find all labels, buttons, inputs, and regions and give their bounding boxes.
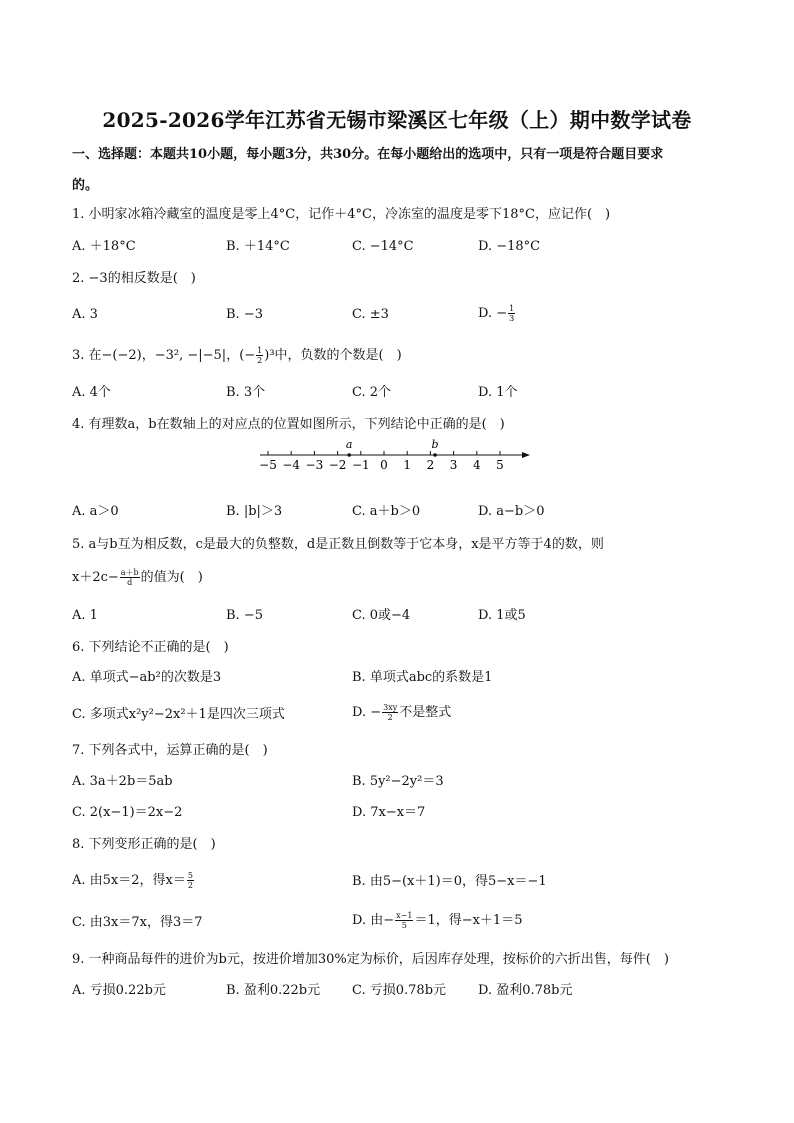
number-line-tick-label: 3 bbox=[449, 458, 458, 472]
question-4-option-b: B. |b|＞3 bbox=[226, 504, 283, 519]
question-8-option-a bbox=[72, 871, 195, 890]
question-8-stem: 8. 下列变形正确的是( ) bbox=[72, 837, 216, 852]
question-5-option-a: A. 1 bbox=[72, 608, 98, 623]
fraction-numerator: a＋b bbox=[120, 568, 139, 577]
fraction-denominator: 2 bbox=[387, 713, 393, 722]
fraction bbox=[395, 911, 413, 930]
question-5-option-c: C. 0或−4 bbox=[352, 608, 411, 623]
fraction-denominator: 5 bbox=[401, 921, 407, 930]
question-9-stem: 9. 一种商品每件的进价为b元，按进价增加30%定为标价，后因库存处理，按标价的六折出售，每件( ) bbox=[72, 952, 669, 967]
stem-part: x＋2c− bbox=[72, 570, 119, 585]
question-6-option-b: B. 单项式abc的系数是1 bbox=[352, 670, 493, 685]
question-8-option-c: C. 由3x＝7x，得3＝7 bbox=[72, 915, 203, 930]
fraction bbox=[382, 703, 398, 722]
number-line-tick-label: 1 bbox=[403, 458, 412, 472]
question-2-stem: 2. −3的相反数是( ) bbox=[72, 271, 196, 286]
question-6-option-d bbox=[352, 703, 451, 722]
fraction-numerator: 1 bbox=[509, 304, 515, 313]
fraction-denominator: d bbox=[127, 578, 133, 587]
number-line-tick-label: 2 bbox=[426, 458, 435, 472]
question-4-stem: 4. 有理数a，b在数轴上的对应点的位置如图所示，下列结论中正确的是( ) bbox=[72, 417, 505, 432]
question-6-stem: 6. 下列结论不正确的是( ) bbox=[72, 640, 229, 655]
fraction-numerator: 3xy bbox=[383, 703, 398, 712]
option-d-prefix: D. − bbox=[478, 306, 508, 321]
number-line-tick-label: −2 bbox=[328, 458, 347, 472]
question-8-option-d bbox=[352, 911, 522, 930]
question-3-stem bbox=[72, 346, 402, 365]
number-line-point bbox=[433, 453, 437, 457]
fraction-denominator: 2 bbox=[187, 881, 193, 890]
question-4-option-d: D. a−b＞0 bbox=[478, 504, 545, 519]
question-6-option-a: A. 单项式−ab²的次数是3 bbox=[72, 670, 222, 685]
fraction-denominator: 3 bbox=[509, 314, 515, 323]
question-3-option-b: B. 3个 bbox=[226, 385, 266, 400]
fraction bbox=[187, 871, 194, 890]
question-1-option-a: A. ＋18°C bbox=[72, 239, 136, 254]
number-line-point bbox=[347, 453, 351, 457]
stem-part: )³中，负数的个数是( ) bbox=[264, 348, 402, 363]
number-line-tick-label: −5 bbox=[259, 458, 277, 472]
question-2-option-b: B. −3 bbox=[226, 307, 263, 322]
question-9-option-a: A. 亏损0.22b元 bbox=[72, 983, 166, 998]
question-5-option-d: D. 1或5 bbox=[478, 608, 526, 623]
number-line-tick-label: 4 bbox=[472, 458, 481, 472]
question-9-option-b: B. 盈利0.22b元 bbox=[226, 983, 321, 998]
number-line-arrow bbox=[522, 452, 530, 458]
stem-part: 3. 在−(−2)，−3², −|−5|，(− bbox=[72, 348, 256, 363]
fraction bbox=[508, 304, 515, 323]
question-5-option-b: B. −5 bbox=[226, 608, 263, 623]
question-5-stem-line2 bbox=[72, 568, 203, 587]
number-line-figure bbox=[256, 438, 536, 474]
question-1-stem: 1. 小明家冰箱冷藏室的温度是零上4°C，记作＋4°C，冷冻室的温度是零下18°C，应记作( ) bbox=[72, 207, 611, 222]
question-1-option-b: B. ＋14°C bbox=[226, 239, 290, 254]
question-7-option-a: A. 3a＋2b＝5ab bbox=[72, 774, 173, 789]
number-line-point-label: b bbox=[431, 438, 439, 451]
question-3-option-a: A. 4个 bbox=[72, 385, 111, 400]
number-line-tick-label: 0 bbox=[380, 458, 388, 472]
option-d-prefix: D. − bbox=[352, 705, 382, 720]
question-1-option-d: D. −18°C bbox=[478, 239, 541, 254]
question-8-option-b: B. 由5−(x＋1)＝0，得5−x＝−1 bbox=[352, 874, 547, 889]
number-line-tick-label: 5 bbox=[496, 458, 504, 472]
question-3-option-d: D. 1个 bbox=[478, 385, 518, 400]
section-heading-line2: 的。 bbox=[72, 178, 99, 193]
question-5-stem-line1: 5. a与b互为相反数，c是最大的负整数，d是正数且倒数等于它本身，x是平方等于4的数，则 bbox=[72, 537, 604, 552]
question-1-option-c: C. −14°C bbox=[352, 239, 414, 254]
question-7-option-c: C. 2(x−1)＝2x−2 bbox=[72, 805, 183, 820]
fraction bbox=[256, 346, 263, 365]
option-d-suffix: 不是整式 bbox=[399, 705, 452, 720]
number-line-tick-label: −1 bbox=[351, 458, 370, 472]
question-9-option-d: D. 盈利0.78b元 bbox=[478, 983, 573, 998]
question-6-option-c: C. 多项式x²y²−2x²＋1是四次三项式 bbox=[72, 707, 285, 722]
number-line-points bbox=[346, 438, 439, 457]
question-4-option-a: A. a＞0 bbox=[72, 504, 119, 519]
question-9-option-c: C. 亏损0.78b元 bbox=[352, 983, 447, 998]
fraction-numerator: x−1 bbox=[396, 911, 413, 920]
page-title: 2025-2026学年江苏省无锡市梁溪区七年级（上）期中数学试卷 bbox=[102, 108, 692, 132]
fraction bbox=[120, 568, 140, 587]
fraction-numerator: 1 bbox=[257, 346, 263, 355]
stem-part: 的值为( ) bbox=[140, 570, 203, 585]
question-7-option-b: B. 5y²−2y²＝3 bbox=[352, 774, 444, 789]
question-2-option-d bbox=[478, 304, 516, 323]
fraction-numerator: 5 bbox=[187, 871, 193, 880]
fraction-denominator: 2 bbox=[257, 356, 263, 365]
number-line-point-label: a bbox=[345, 438, 353, 451]
question-7-option-d: D. 7x−x＝7 bbox=[352, 805, 426, 820]
question-2-option-a: A. 3 bbox=[72, 307, 98, 322]
question-2-option-c: C. ±3 bbox=[352, 307, 389, 322]
question-3-option-c: C. 2个 bbox=[352, 385, 392, 400]
number-line-ticks bbox=[259, 451, 504, 472]
question-4-option-c: C. a＋b＞0 bbox=[352, 504, 421, 519]
option-d-suffix: ＝1，得−x＋1＝5 bbox=[414, 913, 523, 928]
section-heading-line1: 一、选择题：本题共10小题，每小题3分，共30分。在每小题给出的选项中，只有一项是符合题目要求 bbox=[72, 147, 664, 162]
number-line-tick-label: −4 bbox=[282, 458, 301, 472]
number-line-tick-label: −3 bbox=[305, 458, 324, 472]
question-7-stem: 7. 下列各式中，运算正确的是( ) bbox=[72, 743, 268, 758]
option-d-prefix: D. 由− bbox=[352, 913, 395, 928]
option-a-prefix: A. 由5x＝2，得x＝ bbox=[72, 873, 186, 888]
